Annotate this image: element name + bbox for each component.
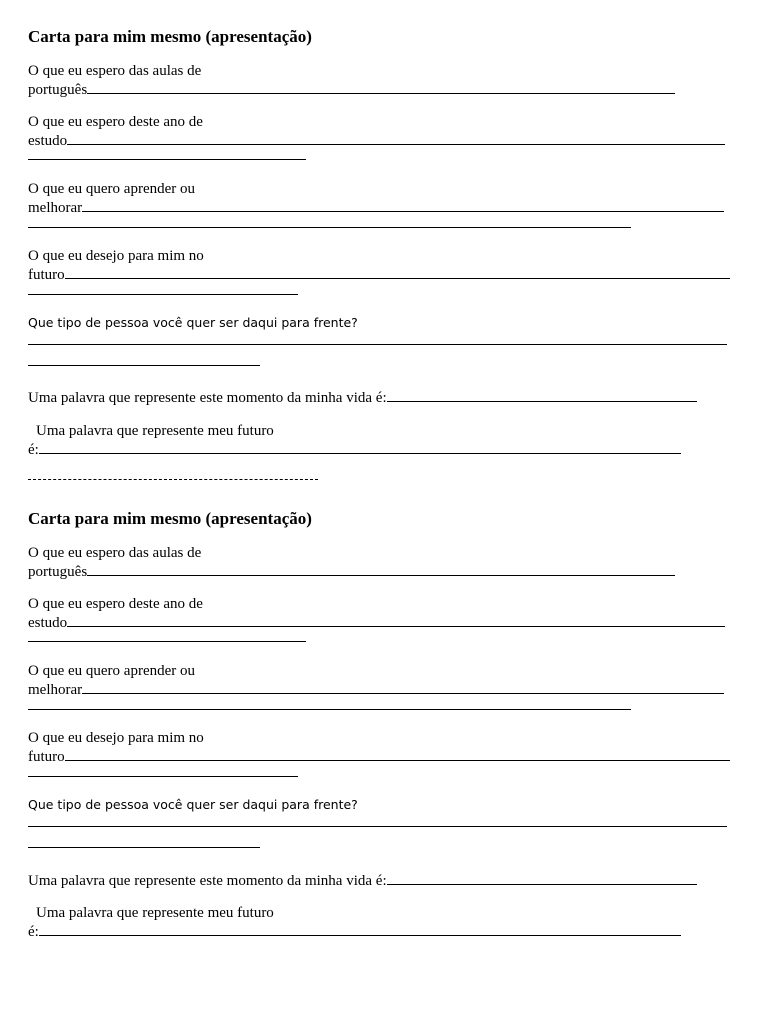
answer-line[interactable] — [387, 387, 697, 402]
answer-line[interactable] — [39, 921, 681, 936]
answer-line[interactable] — [82, 679, 724, 694]
answer-line[interactable] — [28, 826, 727, 827]
question-4-line1: O que eu desejo para mim no — [28, 730, 204, 746]
answer-line[interactable] — [28, 365, 260, 366]
cut-line-divider — [28, 473, 318, 480]
answer-line[interactable] — [82, 197, 724, 212]
section-title: Carta para mim mesmo (apresentação) — [28, 27, 312, 46]
question-1-line1: O que eu espero das aulas de — [28, 63, 202, 79]
question-7-line1: Uma palavra que represente meu futuro — [36, 423, 274, 439]
answer-line[interactable] — [87, 561, 675, 576]
answer-line[interactable] — [67, 612, 725, 627]
answer-line[interactable] — [67, 130, 725, 145]
answer-line[interactable] — [65, 264, 730, 279]
question-7-line2: é: — [28, 439, 681, 459]
answer-line[interactable] — [28, 776, 298, 777]
question-4-line1: O que eu desejo para mim no — [28, 248, 204, 264]
question-5: Que tipo de pessoa você quer ser daqui para frente? — [28, 797, 358, 812]
question-3-line2: melhorar — [28, 679, 724, 699]
answer-line[interactable] — [28, 294, 298, 295]
question-7-line2: é: — [28, 921, 681, 941]
question-2-line1: O que eu espero deste ano de — [28, 596, 203, 612]
answer-line[interactable] — [28, 159, 306, 160]
question-5: Que tipo de pessoa você quer ser daqui para frente? — [28, 315, 358, 330]
question-6: Uma palavra que represente este momento da minha vida é: — [28, 870, 697, 890]
answer-line[interactable] — [28, 344, 727, 345]
question-3-line1: O que eu quero aprender ou — [28, 663, 196, 679]
answer-line[interactable] — [65, 746, 730, 761]
question-1-line2: português — [28, 79, 675, 99]
question-2-line2: estudo — [28, 612, 725, 632]
question-6: Uma palavra que represente este momento da minha vida é: — [28, 387, 697, 407]
answer-line[interactable] — [28, 709, 631, 710]
question-2-line2: estudo — [28, 130, 725, 150]
question-1-line2: português — [28, 561, 675, 581]
question-2-line1: O que eu espero deste ano de — [28, 114, 203, 130]
answer-line[interactable] — [28, 847, 260, 848]
question-3-line2: melhorar — [28, 197, 724, 217]
answer-line[interactable] — [39, 439, 681, 454]
answer-line[interactable] — [28, 227, 631, 228]
question-1-line1: O que eu espero das aulas de — [28, 545, 202, 561]
answer-line[interactable] — [87, 79, 675, 94]
answer-line[interactable] — [387, 870, 697, 885]
question-3-line1: O que eu quero aprender ou — [28, 181, 196, 197]
answer-line[interactable] — [28, 641, 306, 642]
section-title: Carta para mim mesmo (apresentação) — [28, 509, 312, 528]
question-4-line2: futuro — [28, 264, 730, 284]
question-7-line1: Uma palavra que represente meu futuro — [36, 905, 274, 921]
question-4-line2: futuro — [28, 746, 730, 766]
